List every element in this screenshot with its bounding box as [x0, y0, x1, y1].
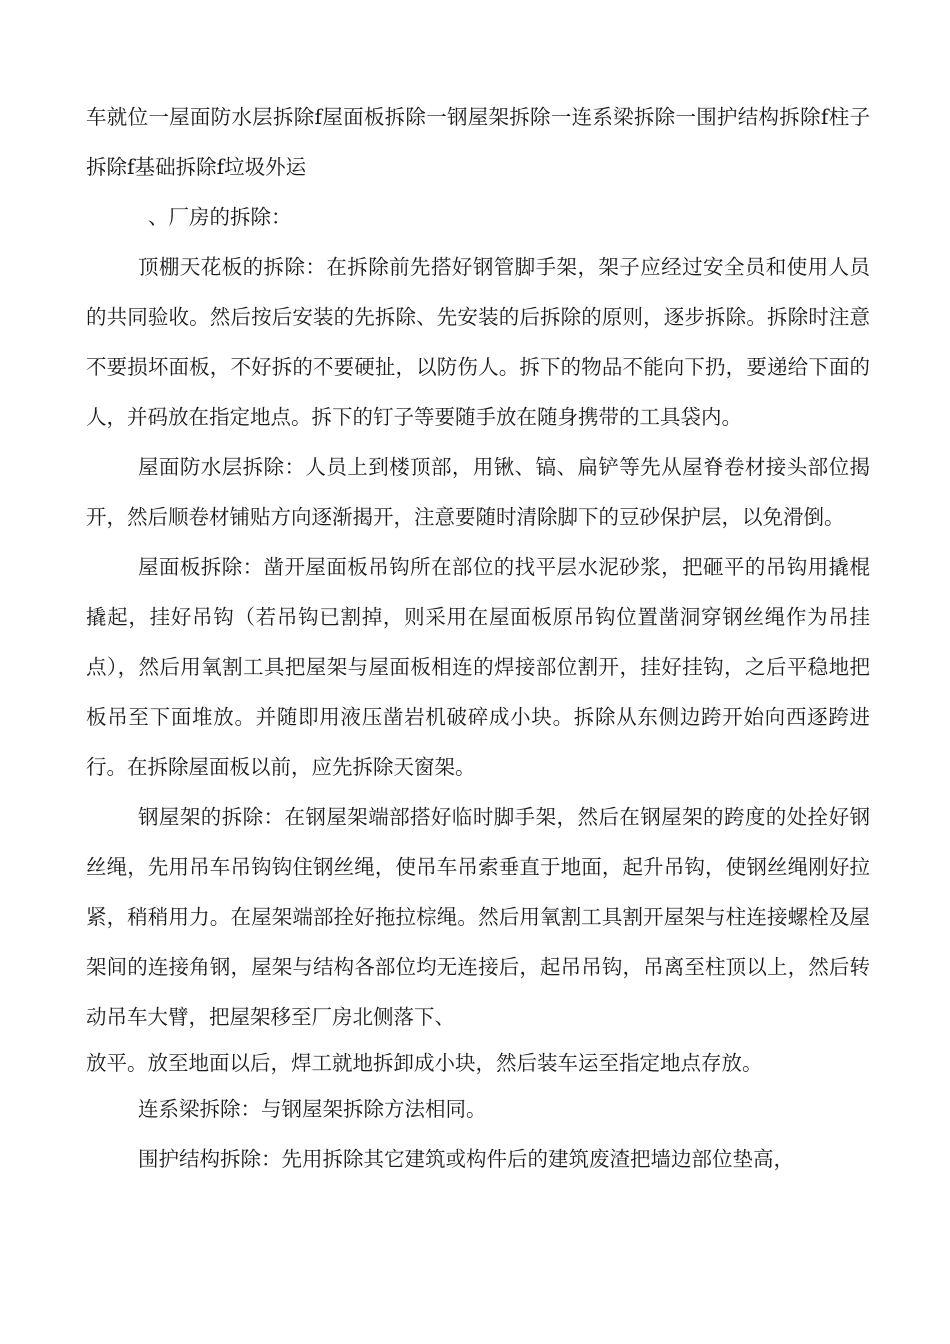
intro-paragraph: 车就位一屋面防水层拆除f屋面板拆除一钢屋架拆除一连系梁拆除一围护结构拆除f柱子拆除f基础拆除f垃圾外运: [86, 105, 870, 179]
roof-panel-removal-paragraph: 屋面板拆除：凿开屋面板吊钩所在部位的找平层水泥砂浆，把砸平的吊钩用撬棍撬起，挂好吊钩（若吊钩已割掉，则采用在屋面板原吊钩位置凿洞穿钢丝绳作为吊挂点），然后用氧割工具把屋架与屋面板相连的焊接部位割开，挂好挂钩，之后平稳地把板吊至下面堆放。并随即用液压凿岩机破碎成小块。拆除从东侧边跨开始向西逐跨进行。在拆除屋面板以前，应先拆除天窗架。: [86, 555, 870, 779]
ceiling-removal-paragraph: 顶棚天花板的拆除：在拆除前先搭好钢管脚手架，架子应经过安全员和使用人员的共同验收。然后按后安装的先拆除、先安装的后拆除的原则，逐步拆除。拆除时注意不要损坏面板，不好拆的不要硬扯，以防伤人。拆下的物品不能向下扔，要递给下面的人，并码放在指定地点。拆下的钉子等要随手放在随身携带的工具袋内。: [86, 255, 870, 429]
steel-truss-paragraph: 钢屋架的拆除：在钢屋架端部搭好临时脚手架，然后在钢屋架的跨度的处拴好钢丝绳，先用吊车吊钩钩住钢丝绳，使吊车吊索垂直于地面，起升吊钩，使钢丝绳刚好拉紧，稍稍用力。在屋架端部拴好拖拉棕绳。然后用氧割工具割开屋架与柱连接螺栓及屋架间的连接角钢，屋架与结构各部位均无连接后，起吊吊钩，吊离至柱顶以上，然后转动吊车大臂，把屋架移至厂房北侧落下、: [86, 805, 870, 1029]
section-heading: 、厂房的拆除：: [148, 205, 292, 229]
enclosure-paragraph: 围护结构拆除：先用拆除其它建筑或构件后的建筑废渣把墙边部位垫高，: [138, 1147, 794, 1171]
steel-truss-paragraph-continued: 放平。放至地面以后，焊工就地拆卸成小块，然后装车运至指定地点存放。: [86, 1051, 763, 1075]
waterproof-removal-paragraph: 屋面防水层拆除：人员上到楼顶部，用锹、镐、扁铲等先从屋脊卷材接头部位揭开，然后顺卷材铺贴方向逐渐揭开，注意要随时清除脚下的豆砂保护层，以免滑倒。: [86, 455, 870, 529]
document-body: [86, 92, 870, 1184]
tie-beam-paragraph: 连系梁拆除：与钢屋架拆除方法相同。: [138, 1097, 487, 1121]
